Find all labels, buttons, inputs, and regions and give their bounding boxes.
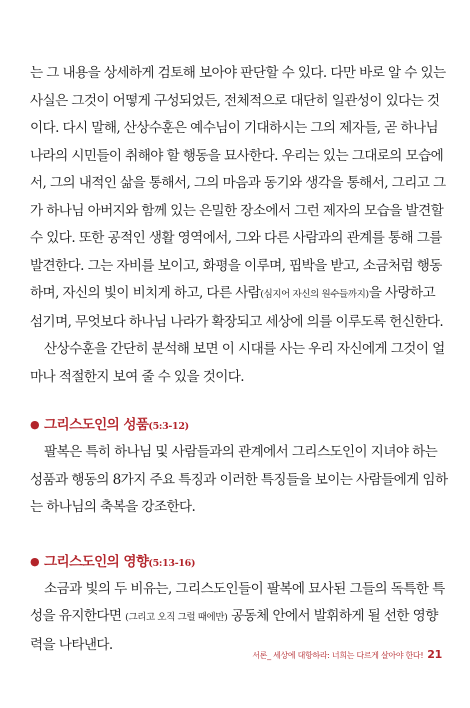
text-line: 사실은 그것이 어떻게 구성되었든, 전체적으로 대단히 일관성이 있다는 것 [30, 92, 440, 109]
footer-title: 서론_ 세상에 대항하라: 너희는 다르게 살아야 한다! [252, 651, 424, 660]
bullet-icon: ● [30, 418, 39, 431]
parenthetical-note: (심지어 자신의 원수들까지) [260, 289, 369, 300]
text-line: 는 그 내용을 상세하게 검토해 보아야 판단할 수 있다. 다만 바로 알 수 있는 [30, 65, 446, 81]
intro-paragraph [30, 60, 445, 336]
bullet-icon: ● [30, 554, 39, 568]
section-title: 그리스도인의 성품 [44, 417, 149, 433]
text-line [30, 280, 445, 309]
text-segment: 성을 유지한다면 [30, 608, 126, 624]
text-line: 성품과 행동의 8가지 주요 특징과 이러한 특징들을 보이는 사람들에게 임하 [30, 471, 448, 488]
section-title: 그리스도인의 영향 [44, 553, 149, 570]
text-line: 소금과 빛의 두 비유는, 그리스도인들이 팔복에 묘사된 그들의 독특한 특 [44, 580, 445, 597]
section-paragraph-influence [30, 576, 445, 660]
scripture-reference: (5:13-16) [148, 557, 196, 569]
text-line: 력을 나타낸다. [30, 636, 113, 653]
page-body [30, 60, 448, 659]
text-line [30, 603, 445, 632]
parenthetical-note: (그리고 오직 그럴 때에만) [125, 612, 228, 623]
text-line: 가 하나님 아버지와 함께 있는 은밀한 장소에서 그런 제자의 모습을 발견할 [30, 202, 444, 219]
text-line: 이다. 다시 말해, 산상수훈은 예수님이 기대하시는 그의 제자들, 곧 하나님 [30, 120, 439, 136]
text-line: 서, 그의 내적인 삶을 통해서, 그의 마음과 동기와 생각을 통해서, 그리고 그 [30, 175, 446, 191]
text-line: 나라의 시민들이 취해야 할 행동을 묘사한다. 우리는 있는 그대로의 모습에 [30, 147, 444, 164]
text-line: 발견한다. 그는 자비를 보이고, 화평을 이루며, 핍박을 받고, 소금처럼 행동 [30, 257, 442, 274]
text-line: 는 하나님의 축복을 강조한다. [30, 499, 196, 515]
section-paragraph-character [30, 439, 448, 522]
text-line: 섬기며, 무엇보다 하나님 나라가 확장되고 세상에 의를 이루도록 헌신한다. [30, 313, 444, 330]
text-line: 마나 적절한지 보여 줄 수 있을 것이다. [30, 368, 245, 385]
page-number: 21 [427, 648, 442, 661]
text-line: 산상수훈을 간단히 분석해 보면 이 시대를 사는 우리 자신에게 그것이 얼 [44, 341, 445, 357]
section-heading-influence [30, 550, 445, 576]
text-segment: 하며, 자신의 빛이 비치게 하고, 다른 사람 [30, 285, 261, 301]
text-line: 수 있다. 또한 공적인 생활 영역에서, 그와 다른 사람과의 관계를 통해 그를 [30, 230, 442, 246]
text-segment: 공동체 안에서 발휘하게 될 선한 영향 [227, 608, 438, 624]
scripture-reference: (5:3-12) [148, 421, 189, 432]
summary-paragraph [30, 336, 445, 391]
text-segment: 을 사랑하고 [368, 285, 436, 301]
text-line: 팔복은 특히 하나님 및 사람들과의 관계에서 그리스도인이 지녀야 하는 [44, 444, 438, 460]
section-heading-character [30, 413, 445, 439]
running-footer [252, 648, 442, 661]
